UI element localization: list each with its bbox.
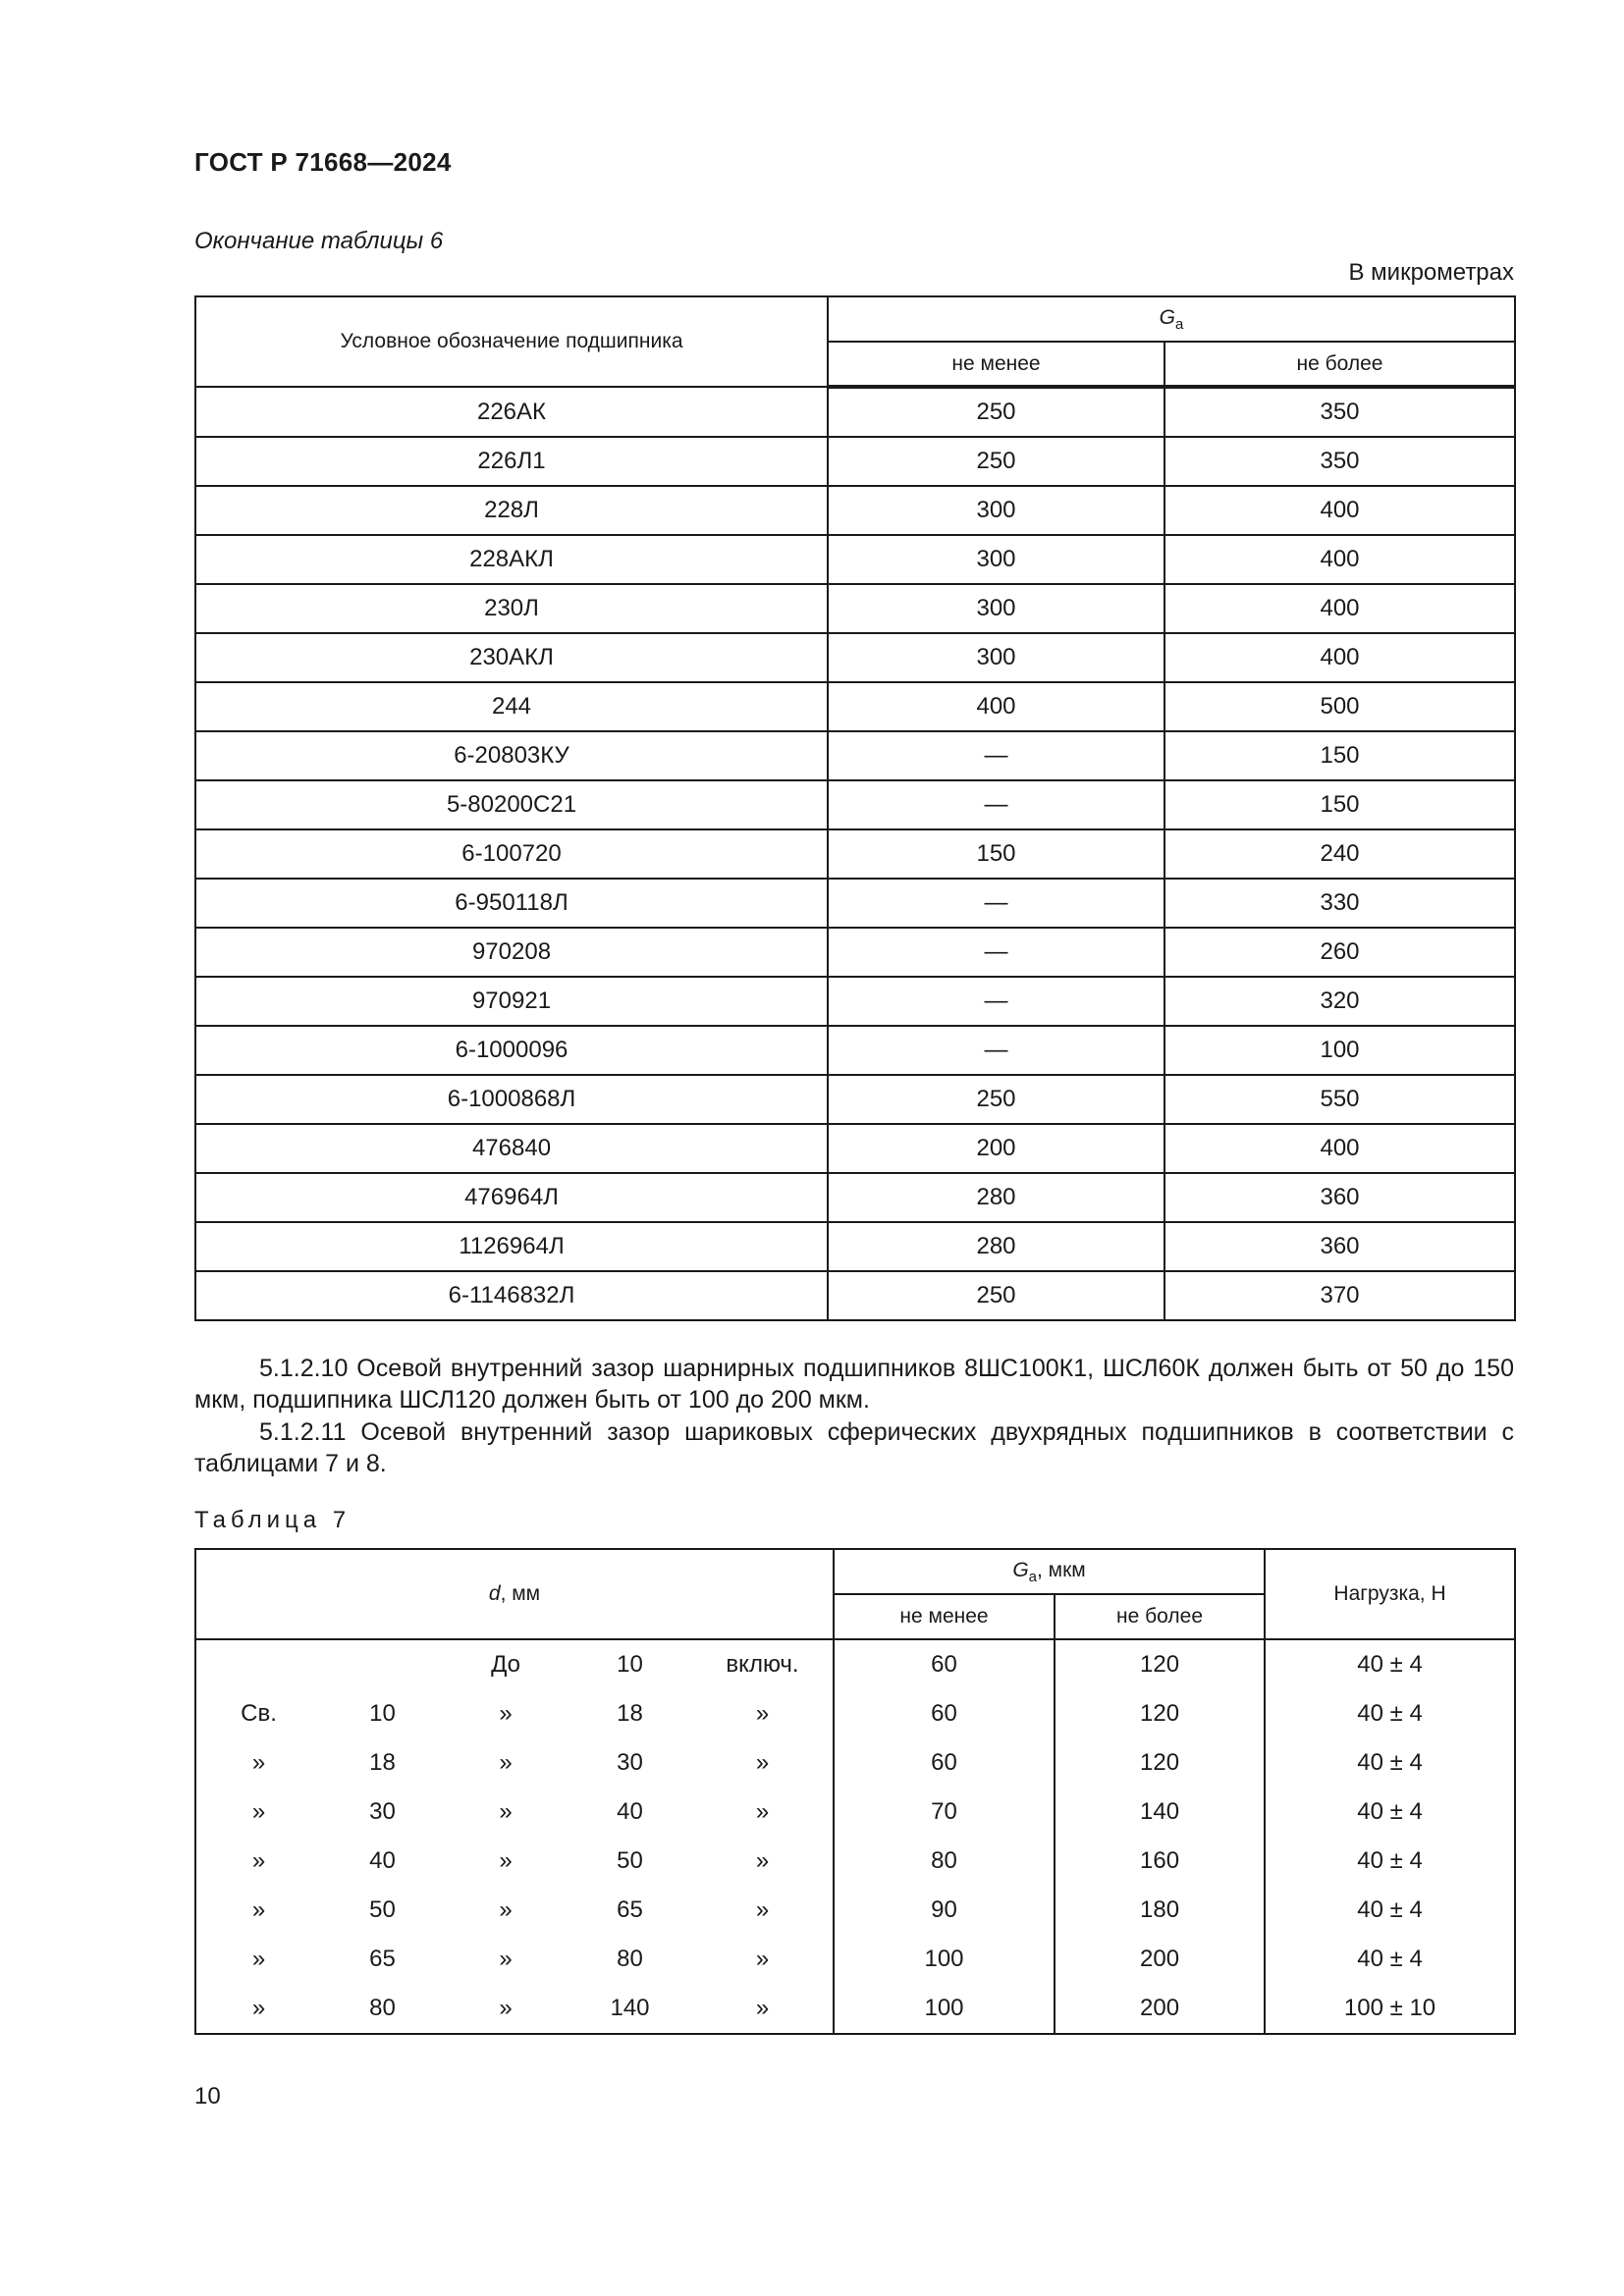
t6-row xyxy=(195,437,1515,486)
t6-cell-max: 100 xyxy=(1164,1026,1515,1075)
t7-cell-max: 120 xyxy=(1055,1738,1265,1788)
t7-cell-prefix: » xyxy=(251,1946,266,1972)
t7-cell-suffix: » xyxy=(692,1837,834,1886)
paragraph-5-1-2-11-text: 5.1.2.11 Осевой внутренний зазор шариковых сферических двухрядных подшипников в соответствии с таблицами 7 и 8. xyxy=(194,1418,1514,1477)
t7-cell-from: 10 xyxy=(369,1700,396,1727)
t6-row xyxy=(195,535,1515,584)
t7-cell-from: 30 xyxy=(369,1798,396,1825)
table7-caption: Таблица 7 xyxy=(194,1507,352,1533)
t6-cell-designation: 228АКЛ xyxy=(195,535,828,584)
t7-ga-subscript: a xyxy=(1028,1568,1037,1585)
t7-cell-min: 100 xyxy=(834,1935,1055,1984)
t6-cell-max: 350 xyxy=(1164,437,1515,486)
t7-cell-from xyxy=(321,1639,444,1689)
t7-row xyxy=(195,1738,1515,1788)
t6-row xyxy=(195,387,1515,437)
t6-cell-min: 400 xyxy=(828,682,1164,731)
t7-cell-to-word: » xyxy=(499,1749,513,1776)
t6-cell-min: 200 xyxy=(828,1124,1164,1173)
t6-cell-designation: 6-950118Л xyxy=(195,879,828,928)
t6-cell-designation: 6-1000096 xyxy=(195,1026,828,1075)
t7-cell-prefix: Св. xyxy=(241,1700,277,1727)
t6-row xyxy=(195,1075,1515,1124)
t7-d-symbol: d xyxy=(488,1582,501,1605)
paragraph-5-1-2-10 xyxy=(194,1353,1514,1415)
t7-cell-to: 140 xyxy=(610,1995,650,2021)
t6-cell-min: 280 xyxy=(828,1222,1164,1271)
t7-cell-max: 160 xyxy=(1055,1837,1265,1886)
t6-cell-max: 400 xyxy=(1164,633,1515,682)
table6-units-note: В микрометрах xyxy=(1348,259,1514,286)
t6-cell-max: 360 xyxy=(1164,1222,1515,1271)
t7-row xyxy=(195,1788,1515,1837)
t7-header-load: Нагрузка, Н xyxy=(1265,1549,1515,1639)
t6-cell-max: 400 xyxy=(1164,1124,1515,1173)
t7-cell-to-word: » xyxy=(499,1896,513,1923)
t6-cell-max: 240 xyxy=(1164,829,1515,879)
t7-cell-min: 70 xyxy=(834,1788,1055,1837)
paragraph-5-1-2-11 xyxy=(194,1416,1514,1479)
t6-cell-min: 300 xyxy=(828,633,1164,682)
t6-row xyxy=(195,829,1515,879)
t6-cell-designation: 6-1146832Л xyxy=(195,1271,828,1320)
t7-cell-load: 40 ± 4 xyxy=(1357,1946,1423,1972)
t7-ga-symbol: G xyxy=(1012,1558,1029,1581)
t6-row xyxy=(195,1124,1515,1173)
t6-row xyxy=(195,1271,1515,1320)
t6-cell-min: — xyxy=(828,731,1164,780)
table-6 xyxy=(194,295,1516,1321)
t7-header-min: не менее xyxy=(834,1594,1055,1639)
t6-cell-min: — xyxy=(828,928,1164,977)
t7-cell-to-word: » xyxy=(499,1700,513,1727)
t6-header-ga xyxy=(828,296,1515,342)
t6-cell-designation: 230Л xyxy=(195,584,828,633)
t6-header-max: не более xyxy=(1164,342,1515,387)
t6-cell-designation: 6-1000868Л xyxy=(195,1075,828,1124)
t7-cell-prefix: » xyxy=(251,1798,266,1825)
t7-cell-min: 60 xyxy=(834,1738,1055,1788)
t6-cell-designation: 970921 xyxy=(195,977,828,1026)
t7-d-unit: , мм xyxy=(500,1582,541,1605)
t6-cell-designation: 476964Л xyxy=(195,1173,828,1222)
t6-cell-min: 150 xyxy=(828,829,1164,879)
t7-cell-min: 60 xyxy=(834,1639,1055,1689)
t6-row xyxy=(195,486,1515,535)
t6-row xyxy=(195,1026,1515,1075)
t7-cell-load: 40 ± 4 xyxy=(1357,1651,1423,1678)
t7-row xyxy=(195,1935,1515,1984)
t7-ga-unit: , мкм xyxy=(1037,1558,1086,1581)
t7-cell-min: 60 xyxy=(834,1689,1055,1738)
t6-cell-max: 330 xyxy=(1164,879,1515,928)
t6-row xyxy=(195,928,1515,977)
t6-cell-min: — xyxy=(828,1026,1164,1075)
t6-cell-max: 400 xyxy=(1164,486,1515,535)
t7-cell-max: 140 xyxy=(1055,1788,1265,1837)
t7-row xyxy=(195,1886,1515,1935)
t7-header-d xyxy=(195,1549,834,1639)
t7-header-max: не более xyxy=(1055,1594,1265,1639)
t7-cell-to: 65 xyxy=(617,1896,643,1923)
t6-cell-max: 350 xyxy=(1164,387,1515,437)
page-number: 10 xyxy=(194,2083,221,2109)
t7-cell-prefix: » xyxy=(251,1847,266,1874)
t7-cell-load: 40 ± 4 xyxy=(1357,1700,1423,1727)
t6-body xyxy=(195,387,1515,1320)
t7-row xyxy=(195,1984,1515,2034)
t7-cell-to: 10 xyxy=(617,1651,643,1678)
t6-row xyxy=(195,731,1515,780)
t7-cell-to: 40 xyxy=(617,1798,643,1825)
t7-cell-suffix: включ. xyxy=(692,1639,834,1689)
t6-cell-max: 550 xyxy=(1164,1075,1515,1124)
t7-cell-suffix: » xyxy=(692,1984,834,2034)
t6-cell-max: 360 xyxy=(1164,1173,1515,1222)
t7-cell-to-word: » xyxy=(499,1995,513,2021)
t6-ga-subscript: a xyxy=(1175,315,1184,333)
t7-cell-to: 50 xyxy=(617,1847,643,1874)
t7-cell-suffix: » xyxy=(692,1738,834,1788)
t6-cell-designation: 230АКЛ xyxy=(195,633,828,682)
t6-cell-max: 150 xyxy=(1164,731,1515,780)
t6-ga-symbol: G xyxy=(1159,305,1175,329)
t7-cell-to: 18 xyxy=(617,1700,643,1727)
t6-cell-min: — xyxy=(828,879,1164,928)
t7-cell-prefix xyxy=(195,1639,321,1689)
t6-cell-min: 250 xyxy=(828,437,1164,486)
t7-cell-load: 40 ± 4 xyxy=(1357,1847,1423,1874)
t7-cell-suffix: » xyxy=(692,1935,834,1984)
t7-cell-to-word: » xyxy=(499,1847,513,1874)
t6-cell-designation: 5-80200С21 xyxy=(195,780,828,829)
t7-cell-max: 200 xyxy=(1055,1984,1265,2034)
t6-row xyxy=(195,977,1515,1026)
t7-cell-to: 80 xyxy=(617,1946,643,1972)
t7-cell-from: 50 xyxy=(369,1896,396,1923)
t7-cell-load: 40 ± 4 xyxy=(1357,1798,1423,1825)
t6-cell-max: 500 xyxy=(1164,682,1515,731)
t6-row xyxy=(195,1222,1515,1271)
t6-cell-min: 300 xyxy=(828,584,1164,633)
t6-cell-max: 150 xyxy=(1164,780,1515,829)
t7-cell-load: 100 ± 10 xyxy=(1343,1995,1436,2021)
t7-cell-from: 65 xyxy=(369,1946,396,1972)
t6-cell-min: — xyxy=(828,780,1164,829)
t6-cell-designation: 228Л xyxy=(195,486,828,535)
t6-cell-max: 400 xyxy=(1164,535,1515,584)
t6-cell-designation: 6-20803КУ xyxy=(195,731,828,780)
t7-cell-prefix: » xyxy=(251,1995,266,2021)
t6-row xyxy=(195,879,1515,928)
t6-cell-designation: 476840 xyxy=(195,1124,828,1173)
t7-row xyxy=(195,1689,1515,1738)
t7-cell-suffix: » xyxy=(692,1886,834,1935)
t6-header-min: не менее xyxy=(828,342,1164,387)
t6-cell-designation: 226Л1 xyxy=(195,437,828,486)
t7-cell-to-word: » xyxy=(499,1946,513,1972)
t6-cell-max: 320 xyxy=(1164,977,1515,1026)
t7-cell-suffix: » xyxy=(692,1788,834,1837)
t7-cell-load: 40 ± 4 xyxy=(1357,1896,1423,1923)
t6-cell-max: 260 xyxy=(1164,928,1515,977)
t7-row xyxy=(195,1639,1515,1689)
t6-cell-designation: 6-100720 xyxy=(195,829,828,879)
t7-cell-min: 100 xyxy=(834,1984,1055,2034)
t7-cell-prefix: » xyxy=(251,1749,266,1776)
t7-cell-load: 40 ± 4 xyxy=(1357,1749,1423,1776)
t6-cell-designation: 970208 xyxy=(195,928,828,977)
t7-body xyxy=(195,1639,1515,2034)
t6-cell-designation: 244 xyxy=(195,682,828,731)
table-7 xyxy=(194,1548,1516,2035)
t7-cell-min: 90 xyxy=(834,1886,1055,1935)
t7-cell-max: 120 xyxy=(1055,1639,1265,1689)
t6-cell-max: 400 xyxy=(1164,584,1515,633)
t6-cell-min: — xyxy=(828,977,1164,1026)
table6-continuation-caption: Окончание таблицы 6 xyxy=(194,228,444,254)
t6-row xyxy=(195,682,1515,731)
t6-row xyxy=(195,1173,1515,1222)
t6-cell-min: 300 xyxy=(828,535,1164,584)
t7-cell-max: 200 xyxy=(1055,1935,1265,1984)
t7-cell-min: 80 xyxy=(834,1837,1055,1886)
t7-cell-max: 180 xyxy=(1055,1886,1265,1935)
t6-cell-min: 250 xyxy=(828,1271,1164,1320)
t7-cell-prefix: » xyxy=(251,1896,266,1923)
t7-cell-to-word: До xyxy=(491,1651,520,1678)
t7-cell-to-word: » xyxy=(499,1798,513,1825)
t6-row xyxy=(195,780,1515,829)
t7-cell-max: 120 xyxy=(1055,1689,1265,1738)
t6-cell-designation: 226АК xyxy=(195,387,828,437)
t6-row xyxy=(195,633,1515,682)
t6-cell-min: 250 xyxy=(828,387,1164,437)
t6-header-designation: Условное обозначение подшипника xyxy=(195,296,828,387)
t7-cell-to: 30 xyxy=(617,1749,643,1776)
t6-cell-max: 370 xyxy=(1164,1271,1515,1320)
paragraph-5-1-2-10-text: 5.1.2.10 Осевой внутренний зазор шарнирных подшипников 8ШС100К1, ШСЛ60К должен быть от 50 до 150 мкм, подшипника ШСЛ120 должен быть от 100 до 200 мкм. xyxy=(194,1355,1514,1414)
t7-cell-suffix: » xyxy=(692,1689,834,1738)
t7-cell-from: 80 xyxy=(369,1995,396,2021)
t7-header-ga xyxy=(834,1549,1265,1594)
t6-cell-min: 300 xyxy=(828,486,1164,535)
t6-row xyxy=(195,584,1515,633)
document-header: ГОСТ Р 71668—2024 xyxy=(194,147,452,177)
t7-cell-from: 18 xyxy=(369,1749,396,1776)
t6-cell-min: 250 xyxy=(828,1075,1164,1124)
t7-cell-from: 40 xyxy=(369,1847,396,1874)
t7-row xyxy=(195,1837,1515,1886)
t6-cell-designation: 1126964Л xyxy=(195,1222,828,1271)
t6-cell-min: 280 xyxy=(828,1173,1164,1222)
